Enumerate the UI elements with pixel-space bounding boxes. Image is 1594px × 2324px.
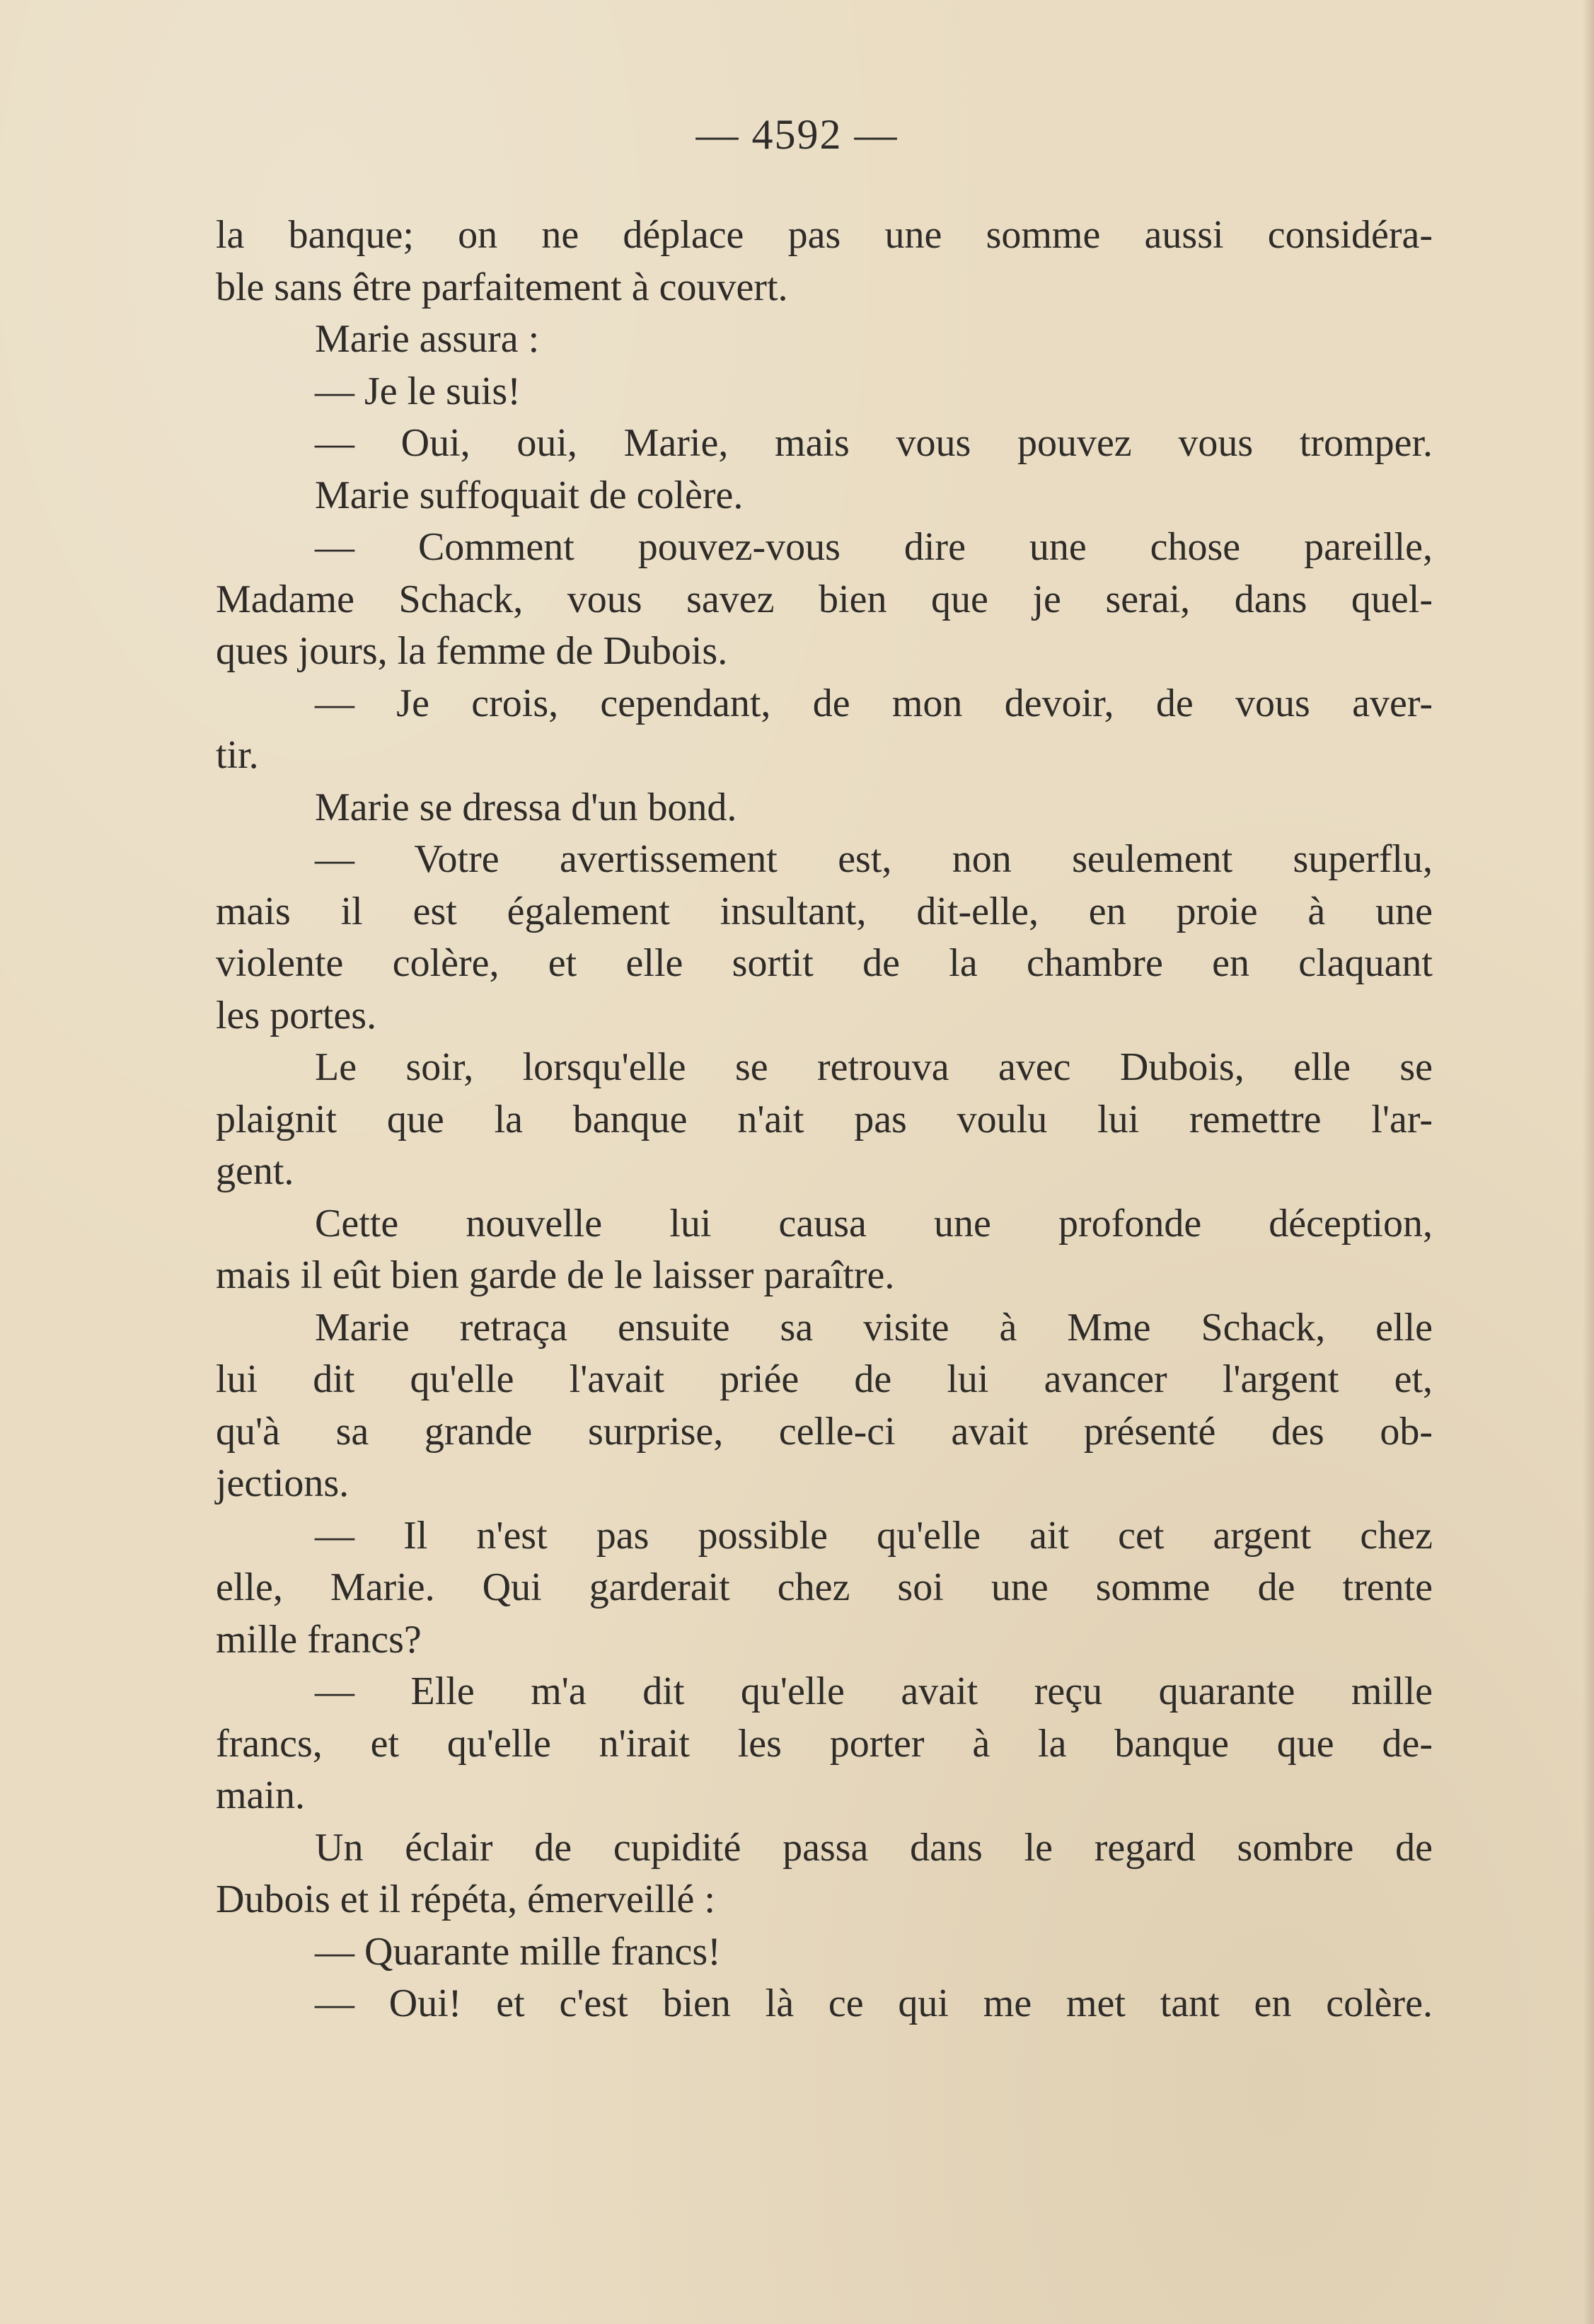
text-line: — Comment pouvez-vous dire une chose pareille,: [315, 525, 1433, 569]
text-line: violente colère, et elle sortit de la chambre en claquant: [216, 941, 1433, 985]
text-line: qu'à sa grande surprise, celle-ci avait présenté des ob-: [216, 1409, 1433, 1454]
text-line: ques jours, la femme de Dubois.: [216, 629, 728, 673]
text-line: plaignit que la banque n'ait pas voulu lui remettre l'ar-: [216, 1097, 1433, 1141]
text-line: main.: [216, 1773, 305, 1817]
text-line: gent.: [216, 1149, 294, 1193]
text-line: Marie retraça ensuite sa visite à Mme Schack, elle: [315, 1305, 1433, 1350]
text-line: — Je crois, cependant, de mon devoir, de vous aver-: [315, 681, 1433, 725]
text-line: mais il est également insultant, dit-elle, en proie à une: [216, 889, 1433, 933]
text-line: Marie se dressa d'un bond.: [315, 785, 737, 829]
text-line: Marie assura :: [315, 317, 540, 361]
page-edge-shadow: [1583, 0, 1594, 2324]
text-line: — Oui! et c'est bien là ce qui me met tant en colère.: [315, 1981, 1433, 2025]
text-line: Marie suffoquait de colère.: [315, 473, 744, 517]
text-line: Madame Schack, vous savez bien que je serai, dans quel-: [216, 577, 1433, 621]
text-line: Dubois et il répéta, émerveillé :: [216, 1877, 715, 1921]
text-line: Cette nouvelle lui causa une profonde déception,: [315, 1201, 1433, 1246]
text-line: ble sans être parfaitement à couvert.: [216, 265, 788, 309]
text-line: jections.: [216, 1461, 350, 1505]
text-line: — Oui, oui, Marie, mais vous pouvez vous tromper.: [315, 421, 1433, 465]
text-line: tir.: [216, 733, 259, 777]
text-line: mille francs?: [216, 1617, 422, 1662]
text-line: — Quarante mille francs!: [315, 1929, 721, 1974]
text-line: Un éclair de cupidité passa dans le regard sombre de: [315, 1825, 1433, 1870]
text-line: francs, et qu'elle n'irait les porter à la banque que de-: [216, 1721, 1433, 1766]
body-text: [216, 209, 1433, 2030]
text-line: — Elle m'a dit qu'elle avait reçu quarante mille: [315, 1669, 1433, 1713]
text-line: la banque; on ne déplace pas une somme aussi considéra-: [216, 213, 1433, 257]
text-line: — Je le suis!: [315, 369, 521, 413]
page-number: — 4592 —: [695, 111, 899, 158]
text-line: — Votre avertissement est, non seulement superflu,: [315, 837, 1433, 881]
text-line: — Il n'est pas possible qu'elle ait cet argent chez: [315, 1513, 1433, 1558]
text-line: lui dit qu'elle l'avait priée de lui avancer l'argent et,: [216, 1357, 1433, 1401]
text-line: elle, Marie. Qui garderait chez soi une somme de trente: [216, 1565, 1433, 1609]
text-line: les portes.: [216, 993, 377, 1037]
text-line: mais il eût bien garde de le laisser paraître.: [216, 1253, 895, 1297]
text-line: Le soir, lorsqu'elle se retrouva avec Dubois, elle se: [315, 1045, 1433, 1089]
